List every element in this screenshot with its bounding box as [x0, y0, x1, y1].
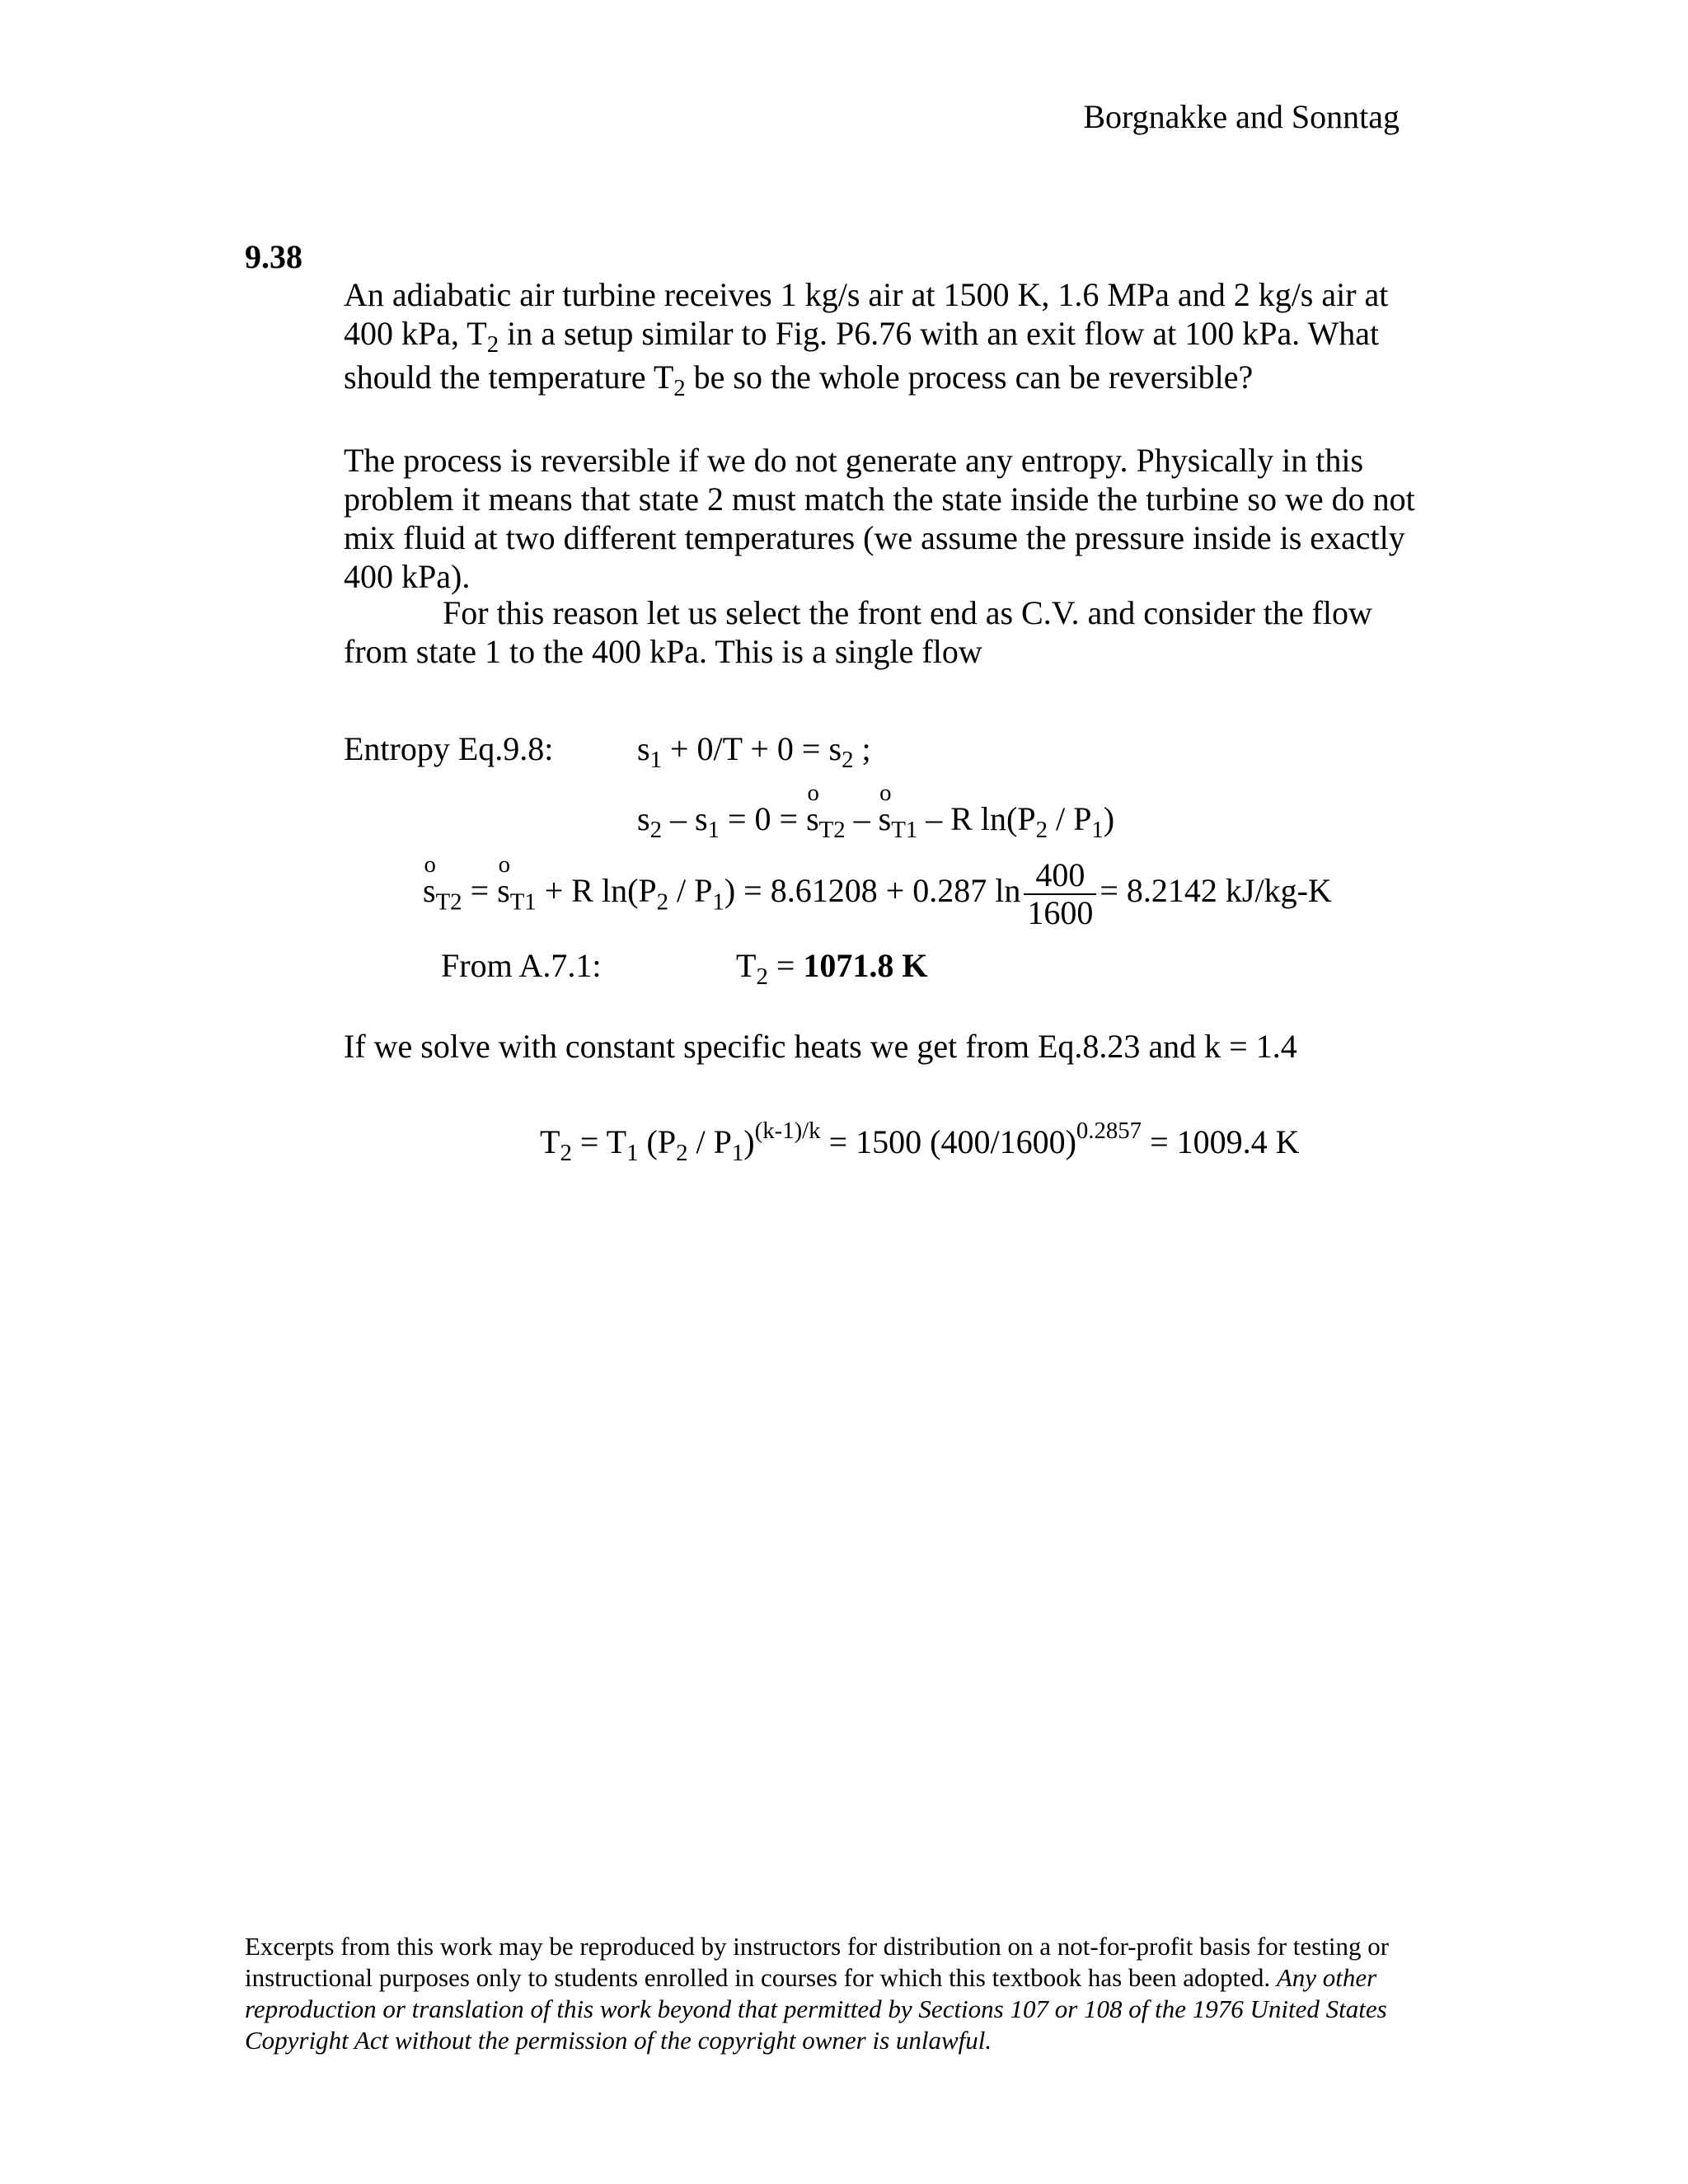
problem-number: 9.38 — [245, 238, 302, 275]
header-author: Borgnakke and Sonntag — [1083, 98, 1400, 135]
problem-statement — [344, 275, 1389, 402]
from-table-label: From A.7.1: — [441, 947, 602, 984]
statement-line-1: An adiabatic air turbine receives 1 kg/s air at 1500 K, 1.6 MPa and 2 kg/s air at — [344, 276, 1389, 313]
solution-paragraph-2: For this reason let us select the front end as C.V. and consider the flow from state 1 to the 400 kPa. This is a single flow — [344, 594, 1372, 670]
statement-line-3: should the temperature $T_2$ be so the whole process can be reversible? — [344, 359, 1254, 402]
constant-specific-heats-text: If we solve with constant specific heats we get from Eq.8.23 and k = 1.4 — [344, 1028, 1297, 1065]
entropy-eq-label: Entropy Eq.9.8: — [344, 730, 554, 767]
copyright-footer: Excerpts from this work may be reproduced by instructors for distribution on a not-for-profit basis for testing or instructional purposes only to students enrolled in courses for which this textbook has been adopted. Any other reproduction or translation of this work beyond that permitted by Sections 107 or 108 of the 1976 United States Copyright Act without the permission of the copyright owner is unlawful. — [245, 1932, 1390, 2055]
constant-specific-heats-equation: $T_2 = T_1$ $(P_2 / P_1)^{(k-1)/k} = 1500$ $(400/1600)^{0.2857} = 1009.4$ K — [540, 1118, 1300, 1167]
t2-result: $T_2 = 1071.8$ K — [736, 947, 928, 991]
statement-line-2: 400 kPa, $T_2$ in a setup similar to Fig. P6.76 with an exit flow at 100 kPa. What — [344, 315, 1380, 359]
entropy-equation-1: $s_1 + 0/T + 0 = s_2$ ; — [637, 730, 871, 774]
pressure-ratio-fraction: $\frac{400}{1600}$ — [1024, 857, 1096, 931]
entropy-equation-2: $s_2 - s_1 = 0 = s$ o $_{T2}$ – s o $_{T1}$ – R $\ln(P_2 / P_1)$ — [637, 779, 1115, 844]
solution-paragraph-1: The process is reversible if we do not generate any entropy. Physically in this problem it means that state 2 must match the state inside the turbine so we do not mix fluid at two different temperatures (we assume the pressure inside is exactly 400 kPa). — [344, 442, 1415, 595]
standard-entropy-equation: s o $_{T2}$ = s o $_{T1}$ + R $\ln(P_2 / P_1) = 8.61208 + 0.287$ ln $\frac{400}{1600}$ = 8.2142 kJ/kg-K — [423, 851, 1332, 931]
